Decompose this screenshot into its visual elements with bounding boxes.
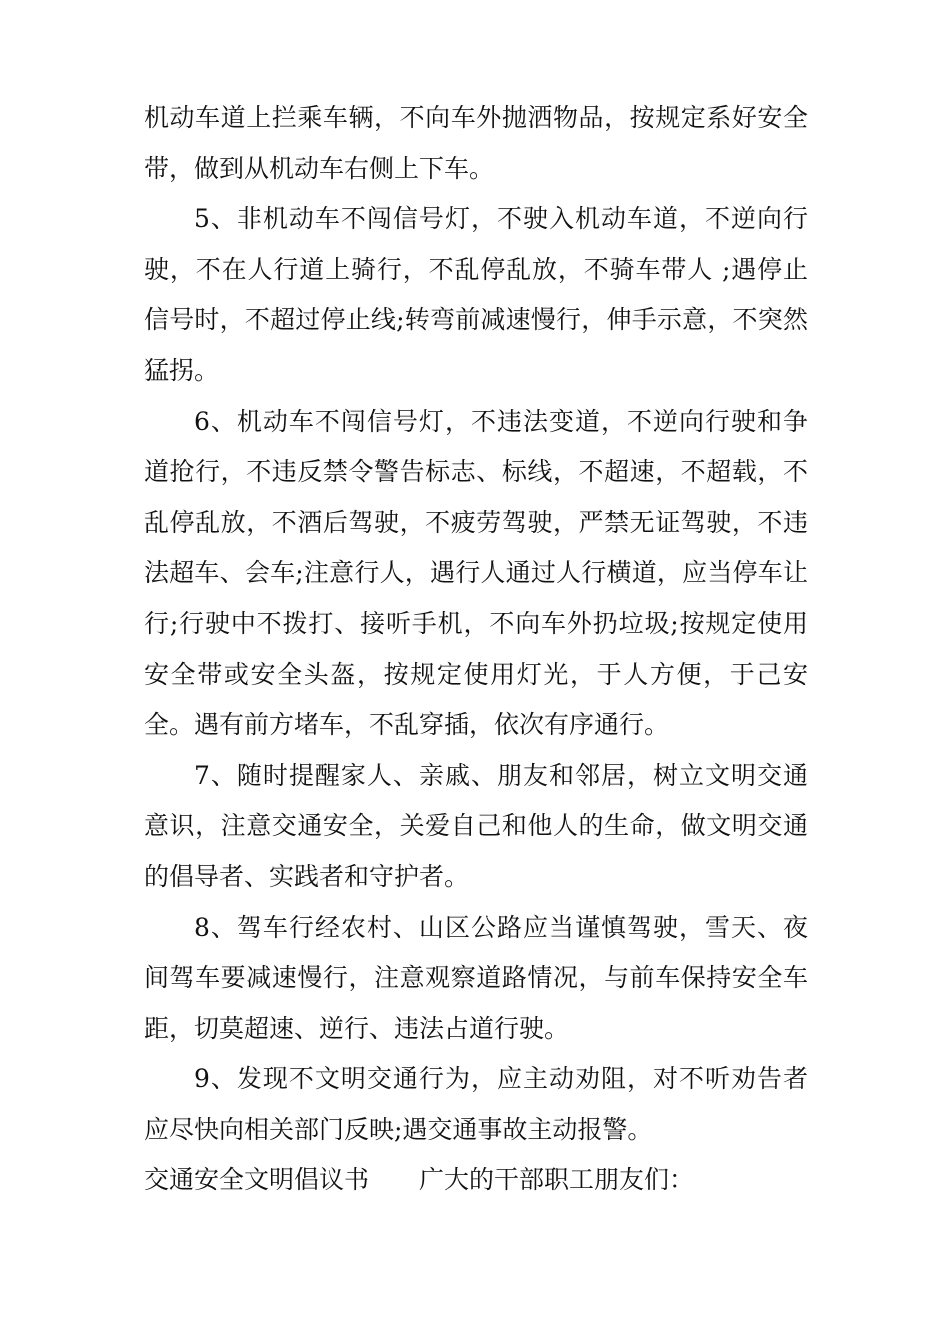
paragraph-item-5: 5、非机动车不闯信号灯，不驶入机动车道，不逆向行驶，不在人行道上骑行，不乱停乱放，不骑车带人 ;遇停止信号时，不超过停止线;转弯前减速慢行，伸手示意，不突然猛拐。 (144, 204, 808, 385)
paragraph-item-9: 9、发现不文明交通行为，应主动劝阻，对不听劝告者应尽快向相关部门反映;遇交通事故主动报警。 (144, 1064, 808, 1144)
paragraph-item-8: 8、驾车行经农村、山区公路应当谨慎驾驶，雪天、夜间驾车要减速慢行，注意观察道路情况，与前车保持安全车距，切莫超速、逆行、违法占道行驶。 (144, 912, 808, 1043)
paragraph-item-6: 6、机动车不闯信号灯，不违法变道，不逆向行驶和争道抢行，不违反禁令警告标志、标线，不超速，不超载，不乱停乱放，不酒后驾驶，不疲劳驾驶，严禁无证驾驶，不违法超车、会车;注意行人，遇行人通过人行横道，应当停车让行;行驶中不拨打、接听手机，不向车外扔垃圾;按规定使用安全带或安全头盔，按规定使用灯光，于人方便，于己安全。遇有前方堵车，不乱穿插，依次有序通行。 (144, 406, 808, 740)
document-body (144, 93, 808, 1206)
paragraph-item-7: 7、随时提醒家人、亲戚、朋友和邻居，树立文明交通意识，注意交通安全，关爱自己和他人的生命，做文明交通的倡导者、实践者和守护者。 (144, 760, 808, 891)
paragraph-continuation: 机动车道上拦乘车辆，不向车外抛洒物品，按规定系好安全带，做到从机动车右侧上下车。 (144, 103, 808, 183)
closing-heading-line: 交通安全文明倡议书 广大的干部职工朋友们： (144, 1165, 695, 1195)
